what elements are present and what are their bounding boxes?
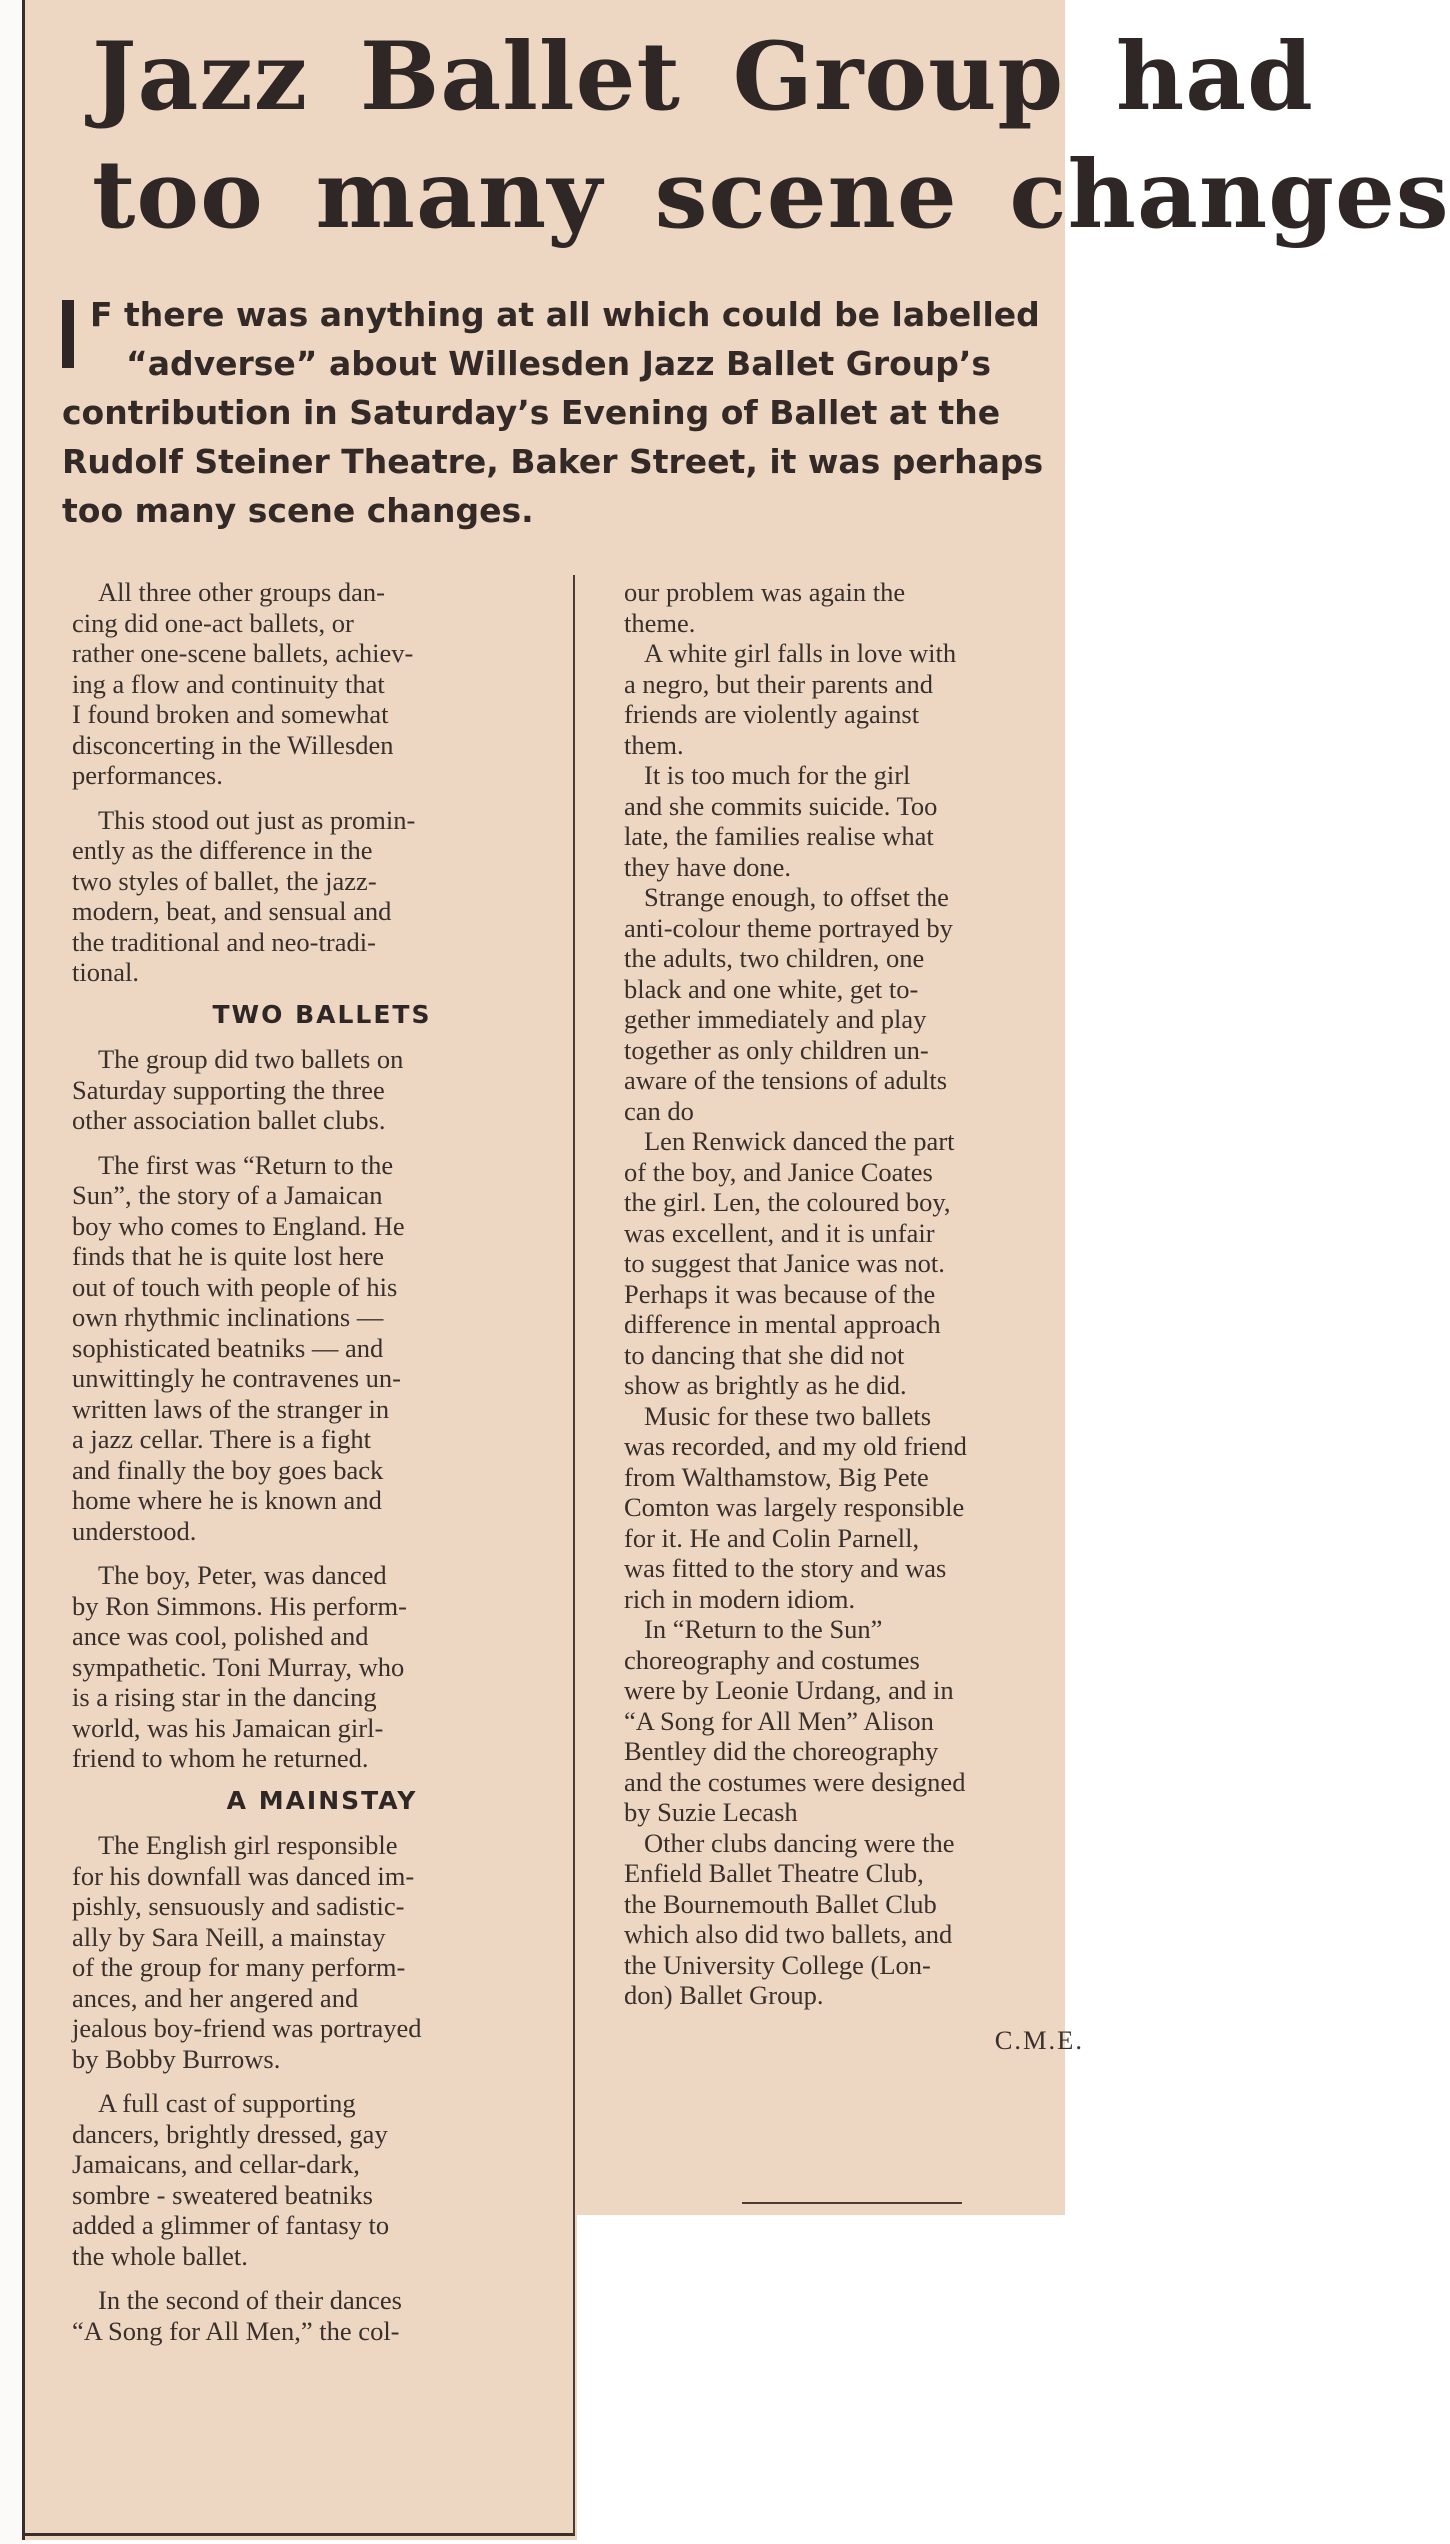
text-line: the girl. Len, the coloured boy, (624, 1187, 951, 1217)
text-line: sympathetic. Toni Murray, who (72, 1651, 405, 1682)
text-line: of the boy, and Janice Coates (624, 1156, 933, 1187)
text-line: unwittingly he contravenes un- (72, 1363, 401, 1393)
text-line: In the second of their dances (98, 2285, 402, 2315)
subheading: A MAINSTAY (226, 1785, 418, 1815)
text-line: late, the families realise what (624, 821, 934, 851)
paragraph (72, 1150, 572, 1547)
paragraph (72, 2088, 572, 2271)
right-column (624, 577, 1084, 2055)
text-line: was fitted to the story and was (624, 1553, 947, 1583)
text-line: finds that he is quite lost here (72, 1241, 385, 1271)
paragraph (72, 1560, 572, 1774)
border-left (22, 0, 25, 2540)
text-line: tional. (72, 957, 139, 987)
text-line: It is too much for the girl (644, 760, 911, 790)
text-line: I found broken and somewhat (72, 699, 389, 729)
text-line: In “Return to the Sun” (644, 1614, 883, 1644)
text-line: pishly, sensuously and sadistic- (72, 1891, 405, 1921)
text-line: world, was his Jamaican girl- (72, 1712, 384, 1743)
text-line: Comton was largely responsible (624, 1492, 965, 1522)
text-line: A full cast of supporting (98, 2088, 356, 2118)
text-line: The first was “Return to the (98, 1149, 394, 1180)
text-line: home where he is known and (72, 1485, 382, 1515)
text-line: aware of the tensions of adults (624, 1065, 948, 1095)
text-line: cing did one-act ballets, or (72, 607, 354, 638)
text-line: performances. (72, 760, 223, 790)
text-line: the whole ballet. (72, 2240, 248, 2271)
text-line: by Bobby Burrows. (72, 2043, 281, 2074)
text-line: ances, and her angered and (72, 1982, 359, 2013)
text-line: the traditional and neo-tradi- (72, 926, 376, 957)
text-line: the Bournemouth Ballet Club (624, 1888, 937, 1919)
text-line: for his downfall was danced im- (72, 1860, 415, 1891)
text-line: gether immediately and play (624, 1004, 927, 1034)
border-bottom (22, 2533, 575, 2536)
text-line: black and one white, get to- (624, 973, 919, 1004)
paragraph (624, 760, 1084, 882)
text-line: The English girl responsible (98, 1830, 398, 1860)
text-line: the University College (Lon- (624, 1949, 931, 1980)
text-line: was recorded, and my old friend (624, 1431, 967, 1461)
text-line: This stood out just as promin- (98, 804, 416, 835)
text-line: jealous boy-friend was portrayed (72, 2013, 422, 2043)
column-divider (573, 575, 575, 2535)
intro-line: contribution in Saturday’s Evening of Ballet at the (62, 393, 1001, 432)
text-line: sombre - sweatered beatniks (72, 2179, 373, 2210)
text-line: “A Song for All Men,” the col- (72, 2315, 400, 2346)
paragraph (72, 1830, 572, 2074)
text-line: a negro, but their parents and (624, 668, 934, 699)
text-line: boy who comes to England. He (72, 1210, 405, 1241)
text-line: and the costumes were designed (624, 1766, 966, 1797)
text-line: for it. He and Colin Parnell, (624, 1522, 920, 1553)
text-line: friend to whom he returned. (72, 1743, 369, 1773)
text-line: The group did two ballets on (98, 1044, 404, 1074)
text-line: Other clubs dancing were the (644, 1827, 955, 1858)
text-line: by Suzie Lecash (624, 1797, 798, 1827)
text-line: don) Ballet Group. (624, 1980, 824, 2010)
newspaper-clipping (22, 0, 1450, 2544)
paragraph (624, 1126, 1084, 1401)
text-line: disconcerting in the Willesden (72, 729, 394, 760)
text-line: out of touch with people of his (72, 1271, 398, 1302)
text-line: difference in mental approach (624, 1309, 941, 1339)
paragraph (72, 1044, 572, 1136)
text-line: a jazz cellar. There is a fight (72, 1424, 371, 1454)
text-line: theme. (624, 607, 696, 638)
intro-paragraph (62, 290, 1162, 535)
text-line: The boy, Peter, was danced (98, 1560, 387, 1590)
text-line: other association ballet clubs. (72, 1105, 386, 1135)
text-line: Jamaicans, and cellar-dark, (72, 2149, 360, 2179)
text-line: Music for these two ballets (644, 1400, 932, 1431)
text-line: sophisticated beatniks — and (72, 1332, 384, 1363)
text-line: Sun”, the story of a Jamaican (72, 1180, 383, 1210)
text-line: and she commits suicide. Too (624, 790, 938, 821)
paragraph (72, 805, 572, 988)
text-line: dancers, brightly dressed, gay (72, 2118, 388, 2149)
text-line: the adults, two children, one (624, 943, 925, 973)
text-line: to suggest that Janice was not. (624, 1248, 945, 1278)
text-line: ally by Sara Neill, a mainstay (72, 1921, 386, 1952)
intro-line: Rudolf Steiner Theatre, Baker Street, it was perhaps (62, 442, 1044, 481)
text-line: Len Renwick danced the part (644, 1126, 955, 1156)
paragraph (72, 2285, 572, 2346)
text-line: is a rising star in the dancing (72, 1682, 377, 1712)
text-line: rich in modern idiom. (624, 1583, 856, 1614)
text-line: show as brightly as he did. (624, 1370, 907, 1400)
text-line: Strange enough, to offset the (644, 882, 949, 912)
left-column (72, 577, 572, 2346)
text-line: added a glimmer of fantasy to (72, 2210, 390, 2240)
intro-line: F there was anything at all which could be labelled (90, 295, 1040, 334)
text-line: A white girl falls in love with (644, 638, 957, 668)
text-line: they have done. (624, 851, 792, 882)
text-line: them. (624, 729, 684, 760)
text-line: and finally the boy goes back (72, 1454, 384, 1485)
intro-line: too many scene changes. (62, 491, 534, 530)
text-line: ently as the difference in the (72, 835, 373, 865)
text-line: “A Song for All Men” Alison (624, 1705, 934, 1736)
text-line: by Ron Simmons. His perform- (72, 1590, 407, 1621)
blank-area (577, 2215, 1065, 2544)
intro-line: “adverse” about Willesden Jazz Ballet Group’s (126, 344, 992, 383)
text-line: Enfield Ballet Theatre Club, (624, 1858, 924, 1888)
paragraph (72, 577, 572, 791)
paragraph (624, 1828, 1084, 2011)
paragraph (624, 882, 1084, 1126)
text-line: understood. (72, 1515, 197, 1546)
text-line: from Walthamstow, Big Pete (624, 1461, 929, 1492)
text-line: two styles of ballet, the jazz- (72, 865, 377, 896)
paragraph (624, 577, 1084, 638)
text-line: Bentley did the choreography (624, 1736, 939, 1766)
text-line: ing a flow and continuity that (72, 668, 385, 699)
text-line: rather one-scene ballets, achiev- (72, 638, 414, 668)
text-line: which also did two ballets, and (624, 1919, 953, 1949)
text-line: written laws of the stranger in (72, 1393, 390, 1424)
text-line: of the group for many perform- (72, 1952, 406, 1982)
text-line: together as only children un- (624, 1034, 929, 1065)
author-signature: C.M.E. (994, 2024, 1084, 2055)
text-line: our problem was again the (624, 577, 906, 607)
headline-line: too many scene changes (92, 140, 1450, 250)
text-line: were by Leonie Urdang, and in (624, 1675, 954, 1705)
text-line: was excellent, and it is unfair (624, 1217, 935, 1248)
text-line: friends are violently against (624, 699, 920, 729)
text-line: anti-colour theme portrayed by (624, 912, 953, 943)
paragraph (624, 638, 1084, 760)
paragraph (624, 1614, 1084, 1828)
text-line: modern, beat, and sensual and (72, 896, 392, 926)
text-line: to dancing that she did not (624, 1339, 905, 1370)
paragraph (624, 1401, 1084, 1615)
subheading: TWO BALLETS (212, 999, 432, 1029)
text-line: All three other groups dan- (98, 577, 385, 607)
text-line: choreography and costumes (624, 1644, 920, 1675)
text-line: Saturday supporting the three (72, 1074, 385, 1105)
end-rule (742, 2202, 962, 2204)
text-line: can do (624, 1095, 694, 1126)
text-line: ance was cool, polished and (72, 1621, 369, 1651)
text-line: Perhaps it was because of the (624, 1278, 936, 1309)
text-line: own rhythmic inclinations — (72, 1302, 384, 1332)
headline-line: Jazz Ballet Group had (92, 22, 1314, 132)
headline (92, 18, 1450, 254)
